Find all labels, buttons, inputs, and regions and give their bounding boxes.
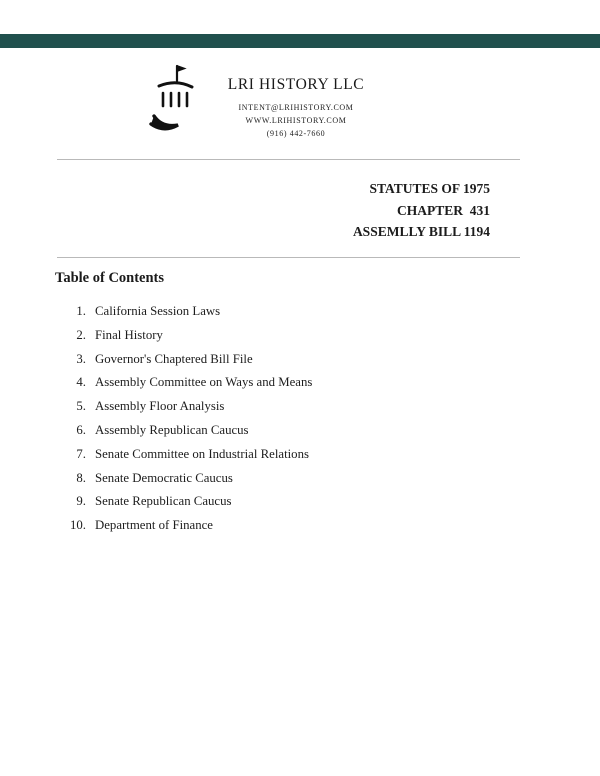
toc-item (55, 395, 312, 419)
toc-item-number: 6. (76, 422, 86, 437)
toc-list (55, 300, 312, 538)
statutes-line: STATUTES OF 1975 (369, 181, 490, 196)
toc-item-label: Assembly Republican Caucus (95, 422, 249, 437)
toc-item-number: 8. (76, 470, 86, 485)
toc-item-label: Senate Democratic Caucus (95, 470, 233, 485)
letterhead (0, 58, 600, 148)
company-website: WWW.LRIHISTORY.COM (245, 116, 347, 125)
toc-item-number: 2. (76, 327, 86, 342)
toc-item-number: 1. (76, 304, 86, 318)
toc-item (55, 300, 312, 324)
divider-middle (57, 257, 520, 258)
divider-top (57, 159, 520, 160)
toc-item-number: 3. (76, 351, 86, 366)
toc-item-number: 10. (70, 518, 86, 533)
bill-line: ASSEMLLY BILL 1194 (352, 224, 490, 239)
toc-item-label: Governor's Chaptered Bill File (95, 351, 253, 366)
chapter-line: CHAPTER 431 (396, 202, 490, 218)
toc-item (55, 490, 312, 514)
company-logo-icon (146, 62, 206, 138)
toc-item-number: 7. (76, 446, 86, 461)
toc-item-label: Senate Committee on Industrial Relations (95, 446, 309, 461)
toc-item-label: Assembly Floor Analysis (95, 399, 225, 414)
toc-title: Table of Contents (55, 270, 165, 286)
toc-item (55, 419, 312, 443)
toc-item (55, 514, 312, 538)
toc-item-number: 5. (76, 399, 86, 414)
toc-item (55, 371, 312, 395)
toc-item (55, 443, 312, 467)
company-email: INTENT@LRIHISTORY.COM (238, 103, 354, 112)
toc-item-number: 9. (76, 494, 86, 509)
toc-item-label: Department of Finance (95, 518, 213, 533)
top-accent-bar (0, 34, 600, 48)
company-phone: (916) 442-7660 (266, 129, 326, 138)
toc-item (55, 467, 312, 491)
bill-reference-block (353, 178, 490, 243)
toc-item (55, 348, 312, 372)
company-name: LRI HISTORY LLC (227, 76, 365, 93)
toc-item-label: Final History (95, 327, 163, 342)
toc-item-number: 4. (76, 375, 86, 390)
toc-item (55, 324, 312, 348)
toc-item-label: California Session Laws (95, 304, 221, 318)
toc-item-label: Senate Republican Caucus (95, 494, 232, 509)
contact-block (205, 76, 387, 140)
toc-item-label: Assembly Committee on Ways and Means (95, 375, 313, 390)
